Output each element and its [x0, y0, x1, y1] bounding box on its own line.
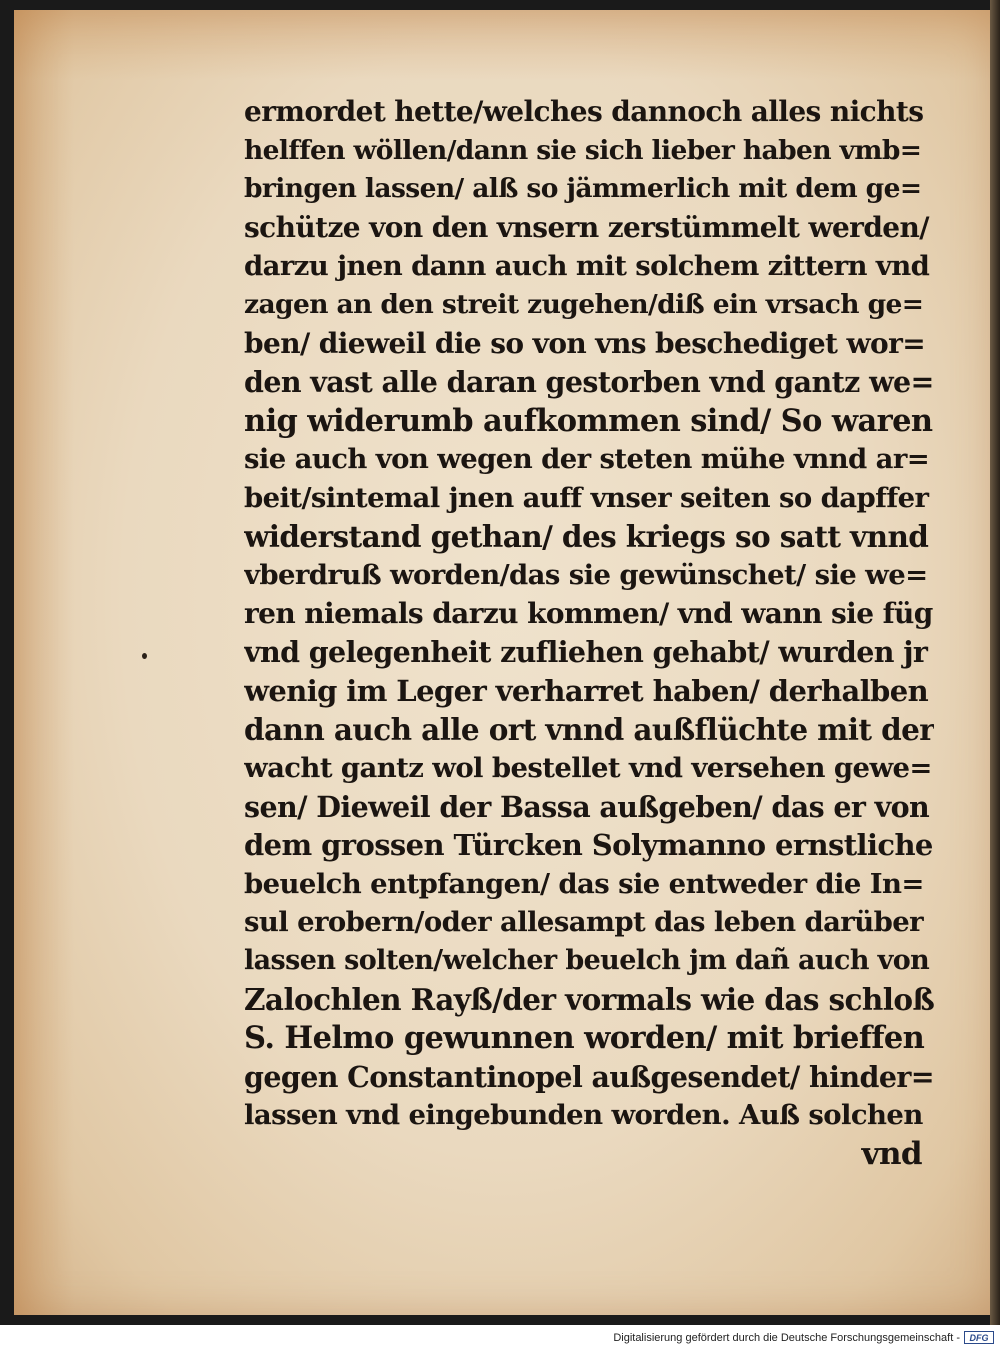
document-page: [14, 10, 994, 1315]
dfg-logo-icon: DFG: [964, 1331, 994, 1344]
text-line: vnd gelegenheit zufliehen gehabt/ wurden jr: [244, 635, 928, 670]
text-line: wenig im Leger verharret haben/ derhalben: [244, 673, 929, 708]
ink-speck: [142, 653, 147, 659]
text-line: beit/sintemal jnen auff vnser seiten so dapffer: [244, 481, 929, 514]
text-line: S. Helmo gewunnen worden/ mit brieffen: [244, 1020, 925, 1057]
text-line: lassen vnd eingebunden worden. Auß solchen: [244, 1099, 923, 1132]
text-line: sen/ Dieweil der Bassa außgeben/ das er von: [244, 789, 930, 824]
text-line: ermordet hette/welches dannoch alles nichts: [244, 95, 924, 128]
funding-credit: Digitalisierung gefördert durch die Deutsche Forschungsgemeinschaft -: [613, 1332, 960, 1344]
text-line: sul erobern/oder allesampt das leben darüber: [244, 906, 923, 939]
text-line: darzu jnen dann auch mit solchem zittern vnd: [244, 250, 930, 283]
text-line: sie auch von wegen der steten mühe vnnd ar=: [244, 443, 930, 476]
book-edge: [990, 0, 1000, 1325]
text-line: zagen an den streit zugehen/diß ein vrsach ge=: [244, 288, 924, 320]
catchword: vnd: [861, 1136, 922, 1173]
water-stain-left: [14, 10, 74, 1315]
text-line: den vast alle daran gestorben vnd gantz we=: [244, 365, 934, 400]
text-line: ben/ dieweil die so von vns beschediget wor=: [244, 326, 926, 360]
text-line: widerstand gethan/ des kriegs so satt vnnd: [244, 518, 929, 554]
text-line: dem grossen Türcken Solymanno ernstliche: [244, 828, 933, 863]
text-line: schütze von den vnsern zerstümmelt werden/: [244, 210, 929, 244]
text-line: helffen wöllen/dann sie sich lieber haben vmb=: [244, 134, 922, 166]
body-text: [244, 93, 934, 1174]
text-line: gegen Constantinopel außgesendet/ hinder=: [244, 1059, 934, 1094]
text-line: wacht gantz wol bestellet vnd versehen gewe=: [244, 752, 932, 785]
text-line: nig widerumb aufkommen sind/ So waren: [244, 402, 933, 439]
footer-bar: [0, 1325, 1000, 1351]
text-line: Zalochlen Rayß/der vormals wie das schloß: [244, 981, 934, 1017]
text-line: bringen lassen/ alß so jämmerlich mit dem ge=: [244, 173, 922, 205]
text-line: lassen solten/welcher beuelch jm dañ auch von: [244, 945, 930, 977]
water-stain-top: [14, 10, 994, 80]
text-line: dann auch alle ort vnnd außflüchte mit der: [244, 711, 934, 747]
text-line: beuelch entpfangen/ das sie entweder die In=: [244, 867, 924, 900]
text-line: vberdruß worden/das sie gewünschet/ sie we=: [244, 559, 928, 592]
text-line: ren niemals darzu kommen/ vnd wann sie füg: [244, 596, 933, 630]
